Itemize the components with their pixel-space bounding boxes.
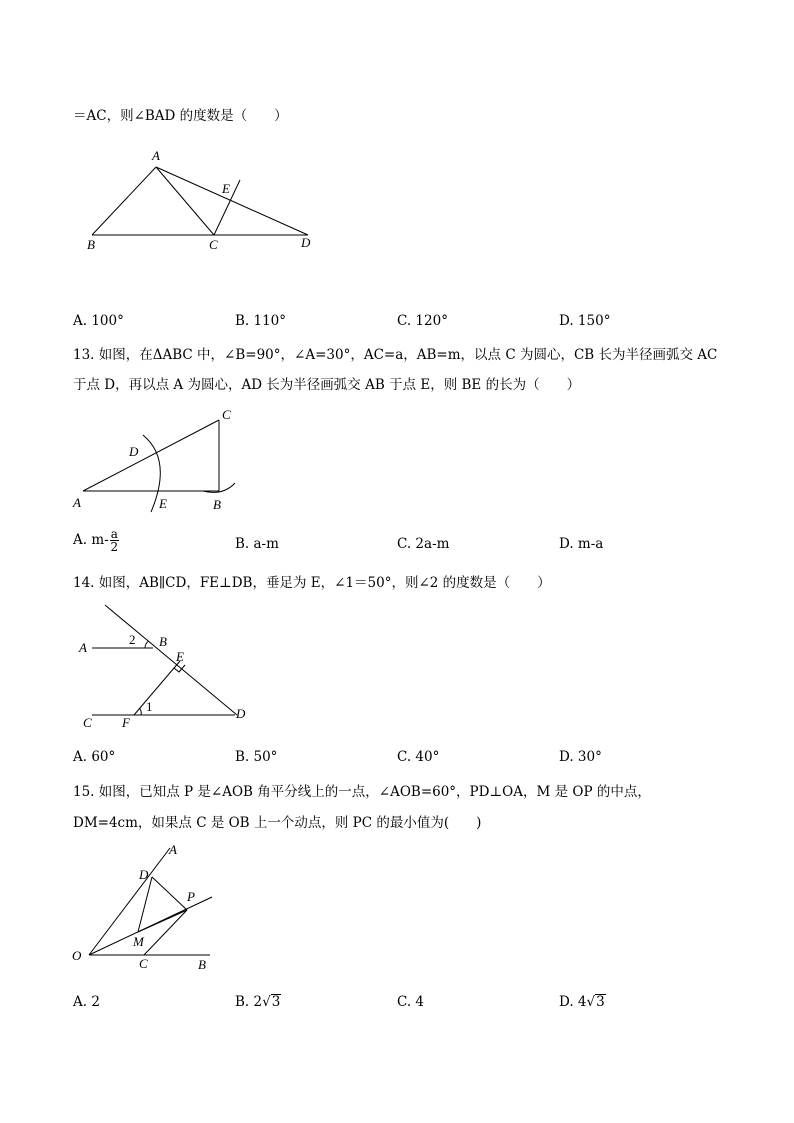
q15-option-b-prefix: B. 2 [235,994,263,1010]
q12-label-D: D [301,235,311,250]
q12-option-a[interactable]: A. 100° [73,313,124,329]
q12-label-C: C [209,237,218,252]
q15-figure [65,838,225,973]
q13-option-a-fraction [110,528,119,553]
q15-option-c[interactable]: C. 4 [397,994,425,1010]
q14-label-B: B [159,634,167,649]
q13-option-a-prefix: A. m- [73,532,109,548]
q14-option-b[interactable]: B. 50° [235,749,278,765]
q12-option-d[interactable]: D. 150° [559,313,611,329]
q14-stem-line1: 14. 如图，AB∥CD，FE⊥DB，垂足为 E，∠1＝50°，则∠2 的度数是（ ） [73,575,551,591]
q13-label-D: D [129,444,139,459]
q14-label-D: D [236,706,246,721]
q15-option-d[interactable]: D. 4√3 [559,994,605,1010]
q13-option-b[interactable]: B. a-m [235,536,279,552]
q15-label-A: A [169,842,177,857]
q13-label-C: C [222,407,231,422]
q14-label-E: E [176,649,184,664]
q15-option-d-prefix: D. 4 [559,994,587,1010]
q14-option-a[interactable]: A. 60° [73,749,116,765]
q14-label-C: C [83,715,92,730]
q13-label-B: B [213,497,221,512]
q15-label-B: B [198,957,206,972]
q13-option-d[interactable]: D. m-a [559,536,604,552]
q13-figure [65,400,245,515]
q15-option-b[interactable]: B. 2√3 [235,994,281,1010]
q12-figure [80,145,320,255]
q13-option-a-numerator: a [110,527,118,541]
q14-label-angle-1: 1 [146,699,153,714]
q13-stem-line1: 13. 如图，在ΔABC 中，∠B=90°，∠A=30°，AC=a，AB=m，以点 C 为圆心，CB 长为半径画弧交 AC [73,347,718,363]
q12-stem-tail: ＝AC，则∠BAD 的度数是（ ） [73,108,288,124]
q14-option-d[interactable]: D. 30° [559,749,602,765]
q15-option-d-radicand: 3 [596,994,605,1010]
q15-label-P: P [187,889,195,904]
q15-label-O: O [72,948,82,963]
q15-label-D: D [139,867,149,882]
q13-option-a-denominator: 2 [110,540,119,554]
q15-option-a[interactable]: A. 2 [73,994,100,1010]
q15-stem-line2: DM=4cm，如果点 C 是 OB 上一个动点，则 PC 的最小值为( ) [73,815,482,831]
q13-label-A: A [73,495,81,510]
q15-stem-line1: 15. 如图，已知点 P 是∠AOB 角平分线上的一点，∠AOB=60°，PD⊥OA，M 是 OP 的中点， [73,784,651,800]
q14-label-F: F [122,715,130,730]
q14-figure [75,600,255,735]
q14-label-angle-2: 2 [129,632,136,647]
q12-label-B: B [87,237,95,252]
q13-option-c[interactable]: C. 2a-m [397,536,450,552]
q12-option-c[interactable]: C. 120° [397,313,448,329]
q14-option-c[interactable]: C. 40° [397,749,440,765]
q12-option-b[interactable]: B. 110° [235,313,287,329]
q13-label-E: E [159,496,167,511]
q13-option-a[interactable] [73,528,119,553]
q14-label-A: A [79,640,87,655]
q15-label-C: C [139,956,148,971]
q13-stem-line2: 于点 D，再以点 A 为圆心，AD 长为半径画弧交 AB 于点 E，则 BE 的长为（ ） [73,377,581,393]
q15-label-M: M [133,934,144,949]
q12-label-A: A [152,148,160,163]
q12-label-E: E [222,181,230,196]
q15-option-b-radicand: 3 [271,994,281,1010]
